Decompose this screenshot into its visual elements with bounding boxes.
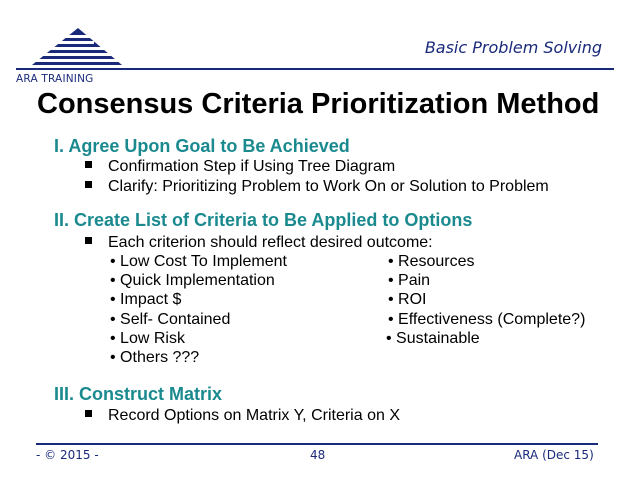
square-bullet-icon [85, 161, 92, 168]
logo-text: ARA TRAINING [16, 73, 94, 85]
criterion-right-4: • Effectiveness (Complete?) [388, 311, 586, 328]
criterion-right-2: • Pain [388, 272, 431, 289]
section-1-bullet-1: Confirmation Step if Using Tree Diagram [85, 158, 395, 176]
criterion-left-3: • Impact $ [110, 291, 182, 308]
section-3-heading: III. Construct Matrix [54, 384, 223, 404]
criterion-right-5: • Sustainable [386, 330, 480, 347]
section-2-heading: II. Create List of Criteria to Be Applied to Options [54, 210, 473, 230]
section-2-bullet-1: Each criterion should reflect desired outcome: [85, 234, 433, 252]
square-bullet-icon [85, 181, 92, 188]
square-bullet-icon [85, 410, 92, 417]
criterion-left-2: • Quick Implementation [110, 272, 275, 289]
footer-rule [36, 443, 598, 445]
criterion-left-6: • Others ??? [110, 349, 200, 366]
section-1-bullet-2: Clarify: Prioritizing Problem to Work On or Solution to Problem [85, 178, 549, 196]
section-1-heading: I. Agree Upon Goal to Be Achieved [54, 136, 350, 156]
footer-copyright: - © 2015 - [36, 448, 99, 462]
criterion-left-1: • Low Cost To Implement [110, 253, 287, 270]
square-bullet-icon [85, 237, 92, 244]
criterion-left-4: • Self- Contained [110, 311, 231, 328]
criterion-right-3: • ROI [388, 291, 427, 308]
course-subtitle: Basic Problem Solving [424, 38, 602, 57]
slide-title: Consensus Criteria Prioritization Method [37, 88, 600, 120]
page-number: 48 [310, 448, 326, 462]
section-3-bullet-1: Record Options on Matrix Y, Criteria on X [85, 407, 400, 425]
footer-date: ARA (Dec 15) [514, 448, 594, 462]
criterion-left-5: • Low Risk [110, 330, 185, 347]
criterion-right-1: • Resources [388, 253, 475, 270]
header-rule [16, 68, 614, 70]
